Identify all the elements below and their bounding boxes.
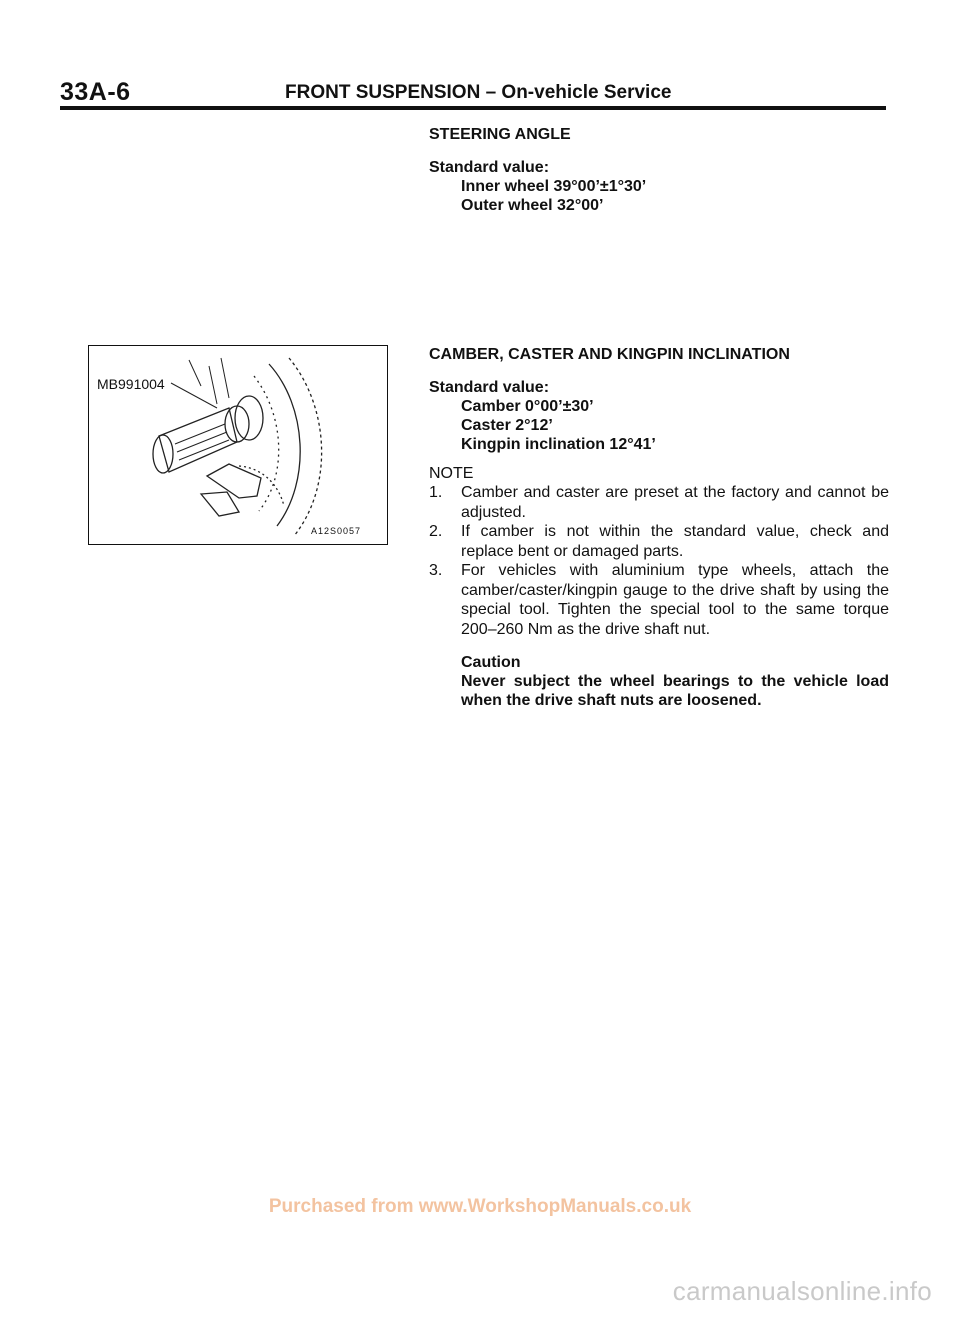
- page-title: FRONT SUSPENSION – On-vehicle Service: [285, 82, 672, 103]
- note-text: Camber and caster are preset at the factory and cannot be adjusted.: [461, 484, 889, 521]
- site-watermark: carmanualsonline.info: [672, 1276, 932, 1306]
- caster-value: Caster 2°12’: [461, 417, 553, 434]
- page-number: 33A-6: [60, 78, 131, 106]
- steering-angle-heading: STEERING ANGLE: [429, 126, 571, 143]
- note-item: [429, 561, 889, 639]
- special-tool-figure: [88, 345, 388, 545]
- purchase-source-link[interactable]: Purchased from www.WorkshopManuals.co.uk: [268, 1196, 692, 1217]
- note-list: [429, 483, 889, 639]
- steering-standard-label: Standard value:: [429, 159, 550, 176]
- tool-label: MB991004: [97, 376, 165, 392]
- camber-standard-label: Standard value:: [429, 379, 550, 396]
- steering-angle-section: [429, 126, 889, 215]
- note-item: [429, 522, 889, 561]
- camber-value: Camber 0°00’±30’: [461, 398, 594, 415]
- note-label: NOTE: [429, 465, 474, 482]
- camber-heading: CAMBER, CASTER AND KINGPIN INCLINATION: [429, 346, 790, 363]
- caution-block: [429, 653, 889, 710]
- inner-wheel-value: Inner wheel 39°00’±1°30’: [461, 178, 647, 195]
- kingpin-value: Kingpin inclination 12°41’: [461, 436, 656, 453]
- caution-text: Never subject the wheel bearings to the vehicle load when the drive shaft nuts are loosened.: [461, 673, 889, 709]
- note-item: [429, 483, 889, 522]
- note-text: For vehicles with aluminium type wheels, attach the camber/caster/kingpin gauge to the drive shaft by using the special tool. Tighten the special tool to the same torque 200–260 Nm as the drive shaft nut.: [461, 562, 889, 638]
- note-number: 2.: [429, 523, 443, 540]
- outer-wheel-value: Outer wheel 32°00’: [461, 197, 604, 214]
- figure-code: A12S0057: [310, 526, 361, 536]
- caution-label: Caution: [461, 654, 521, 671]
- note-text: If camber is not within the standard value, check and replace bent or damaged parts.: [461, 523, 889, 560]
- header-divider: [60, 106, 886, 110]
- note-number: 3.: [429, 562, 443, 579]
- camber-caster-section: [429, 346, 889, 710]
- note-number: 1.: [429, 484, 443, 501]
